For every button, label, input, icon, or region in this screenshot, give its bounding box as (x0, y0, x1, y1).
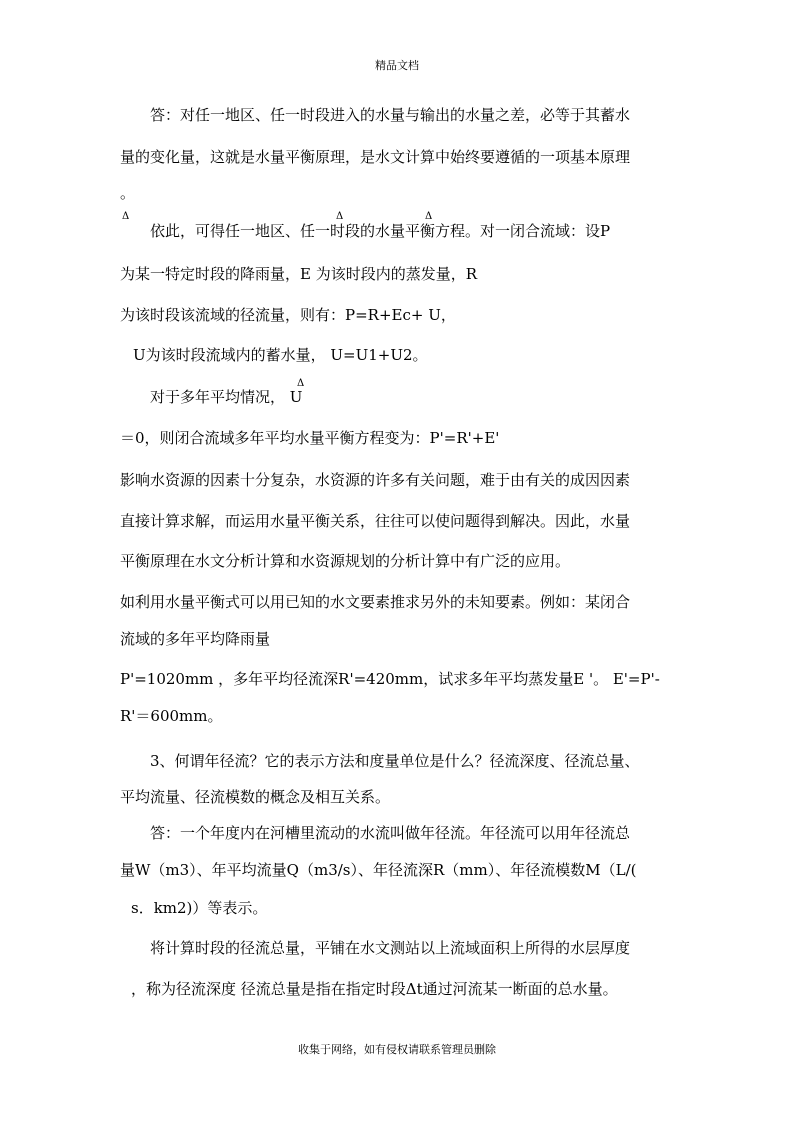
text-line: U为该时段流域内的蓄水量， U=U1+U2。 (133, 346, 428, 364)
text-line: 流域的多年平均降雨量 (120, 630, 271, 648)
delta-symbol: Δ (336, 211, 344, 222)
text-line: R'＝600mm。 (120, 707, 223, 725)
text-line: 3、何谓年径流？它的表示方法和度量单位是什么？径流深度、径流总量、 (150, 752, 640, 770)
text-line: s．km2)）等表示。 (131, 899, 268, 917)
text-line: P'=1020mm ，多年平均径流深R'=420mm，试求多年平均蒸发量E '。 E'=P'- (120, 670, 660, 688)
text-line: 答：对任一地区、任一时段进入的水量与输出的水量之差，必等于其蓄水 (150, 106, 631, 124)
delta-symbol: Δ (297, 378, 305, 389)
text-line: 平均流量、径流模数的概念及相互关系。 (120, 788, 391, 806)
text-line: 答：一个年度内在河槽里流动的水流叫做年径流。年径流可以用年径流总 (150, 824, 631, 842)
delta-symbol: Δ (425, 211, 433, 222)
text-line: 量的变化量，这就是水量平衡原理，是水文计算中始终要遵循的一项基本原理 (120, 148, 631, 166)
text-line: 影响水资源的因素十分复杂，水资源的许多有关问题，难于由有关的成因因素 (120, 471, 631, 489)
page-footer: 收集于网络，如有侵权请联系管理员删除 (298, 1043, 496, 1056)
text-line: 为该时段该流域的径流量，则有：P=R+Ec+ U， (120, 306, 456, 324)
text-line: ＝0，则闭合流域多年平均水量平衡方程变为：P'=R'+E' (120, 429, 500, 447)
text-line: 直接计算求解，而运用水量平衡关系，往往可以使问题得到解决。因此，水量 (120, 512, 631, 530)
text-line: 平衡原理在水文分析计算和水资源规划的分析计算中有广泛的应用。 (120, 552, 571, 570)
page-header: 精品文档 (375, 59, 419, 72)
text-line: 依此，可得任一地区、任一时段的水量平衡方程。对一闭合流域：设P (150, 222, 611, 240)
text-line: ，称为径流深度 径流总量是指在指定时段Δt通过河流某一断面的总水量。 (131, 980, 618, 998)
text-line: 将计算时段的径流总量，平铺在水文测站以上流域面积上所得的水层厚度 (150, 939, 631, 957)
text-line: 如利用水量平衡式可以用已知的水文要素推求另外的未知要素。例如：某闭合 (120, 593, 631, 611)
delta-symbol: Δ (122, 211, 130, 222)
text-line: 。 (120, 184, 136, 202)
text-line: 为某一特定时段的降雨量，E 为该时段内的蒸发量，R (120, 265, 478, 283)
text-line: 对于多年平均情况， U (150, 388, 303, 406)
text-line: 量W（m3）、年平均流量Q（m3/s）、年径流深R（mm）、年径流模数M（L/( (120, 861, 637, 879)
